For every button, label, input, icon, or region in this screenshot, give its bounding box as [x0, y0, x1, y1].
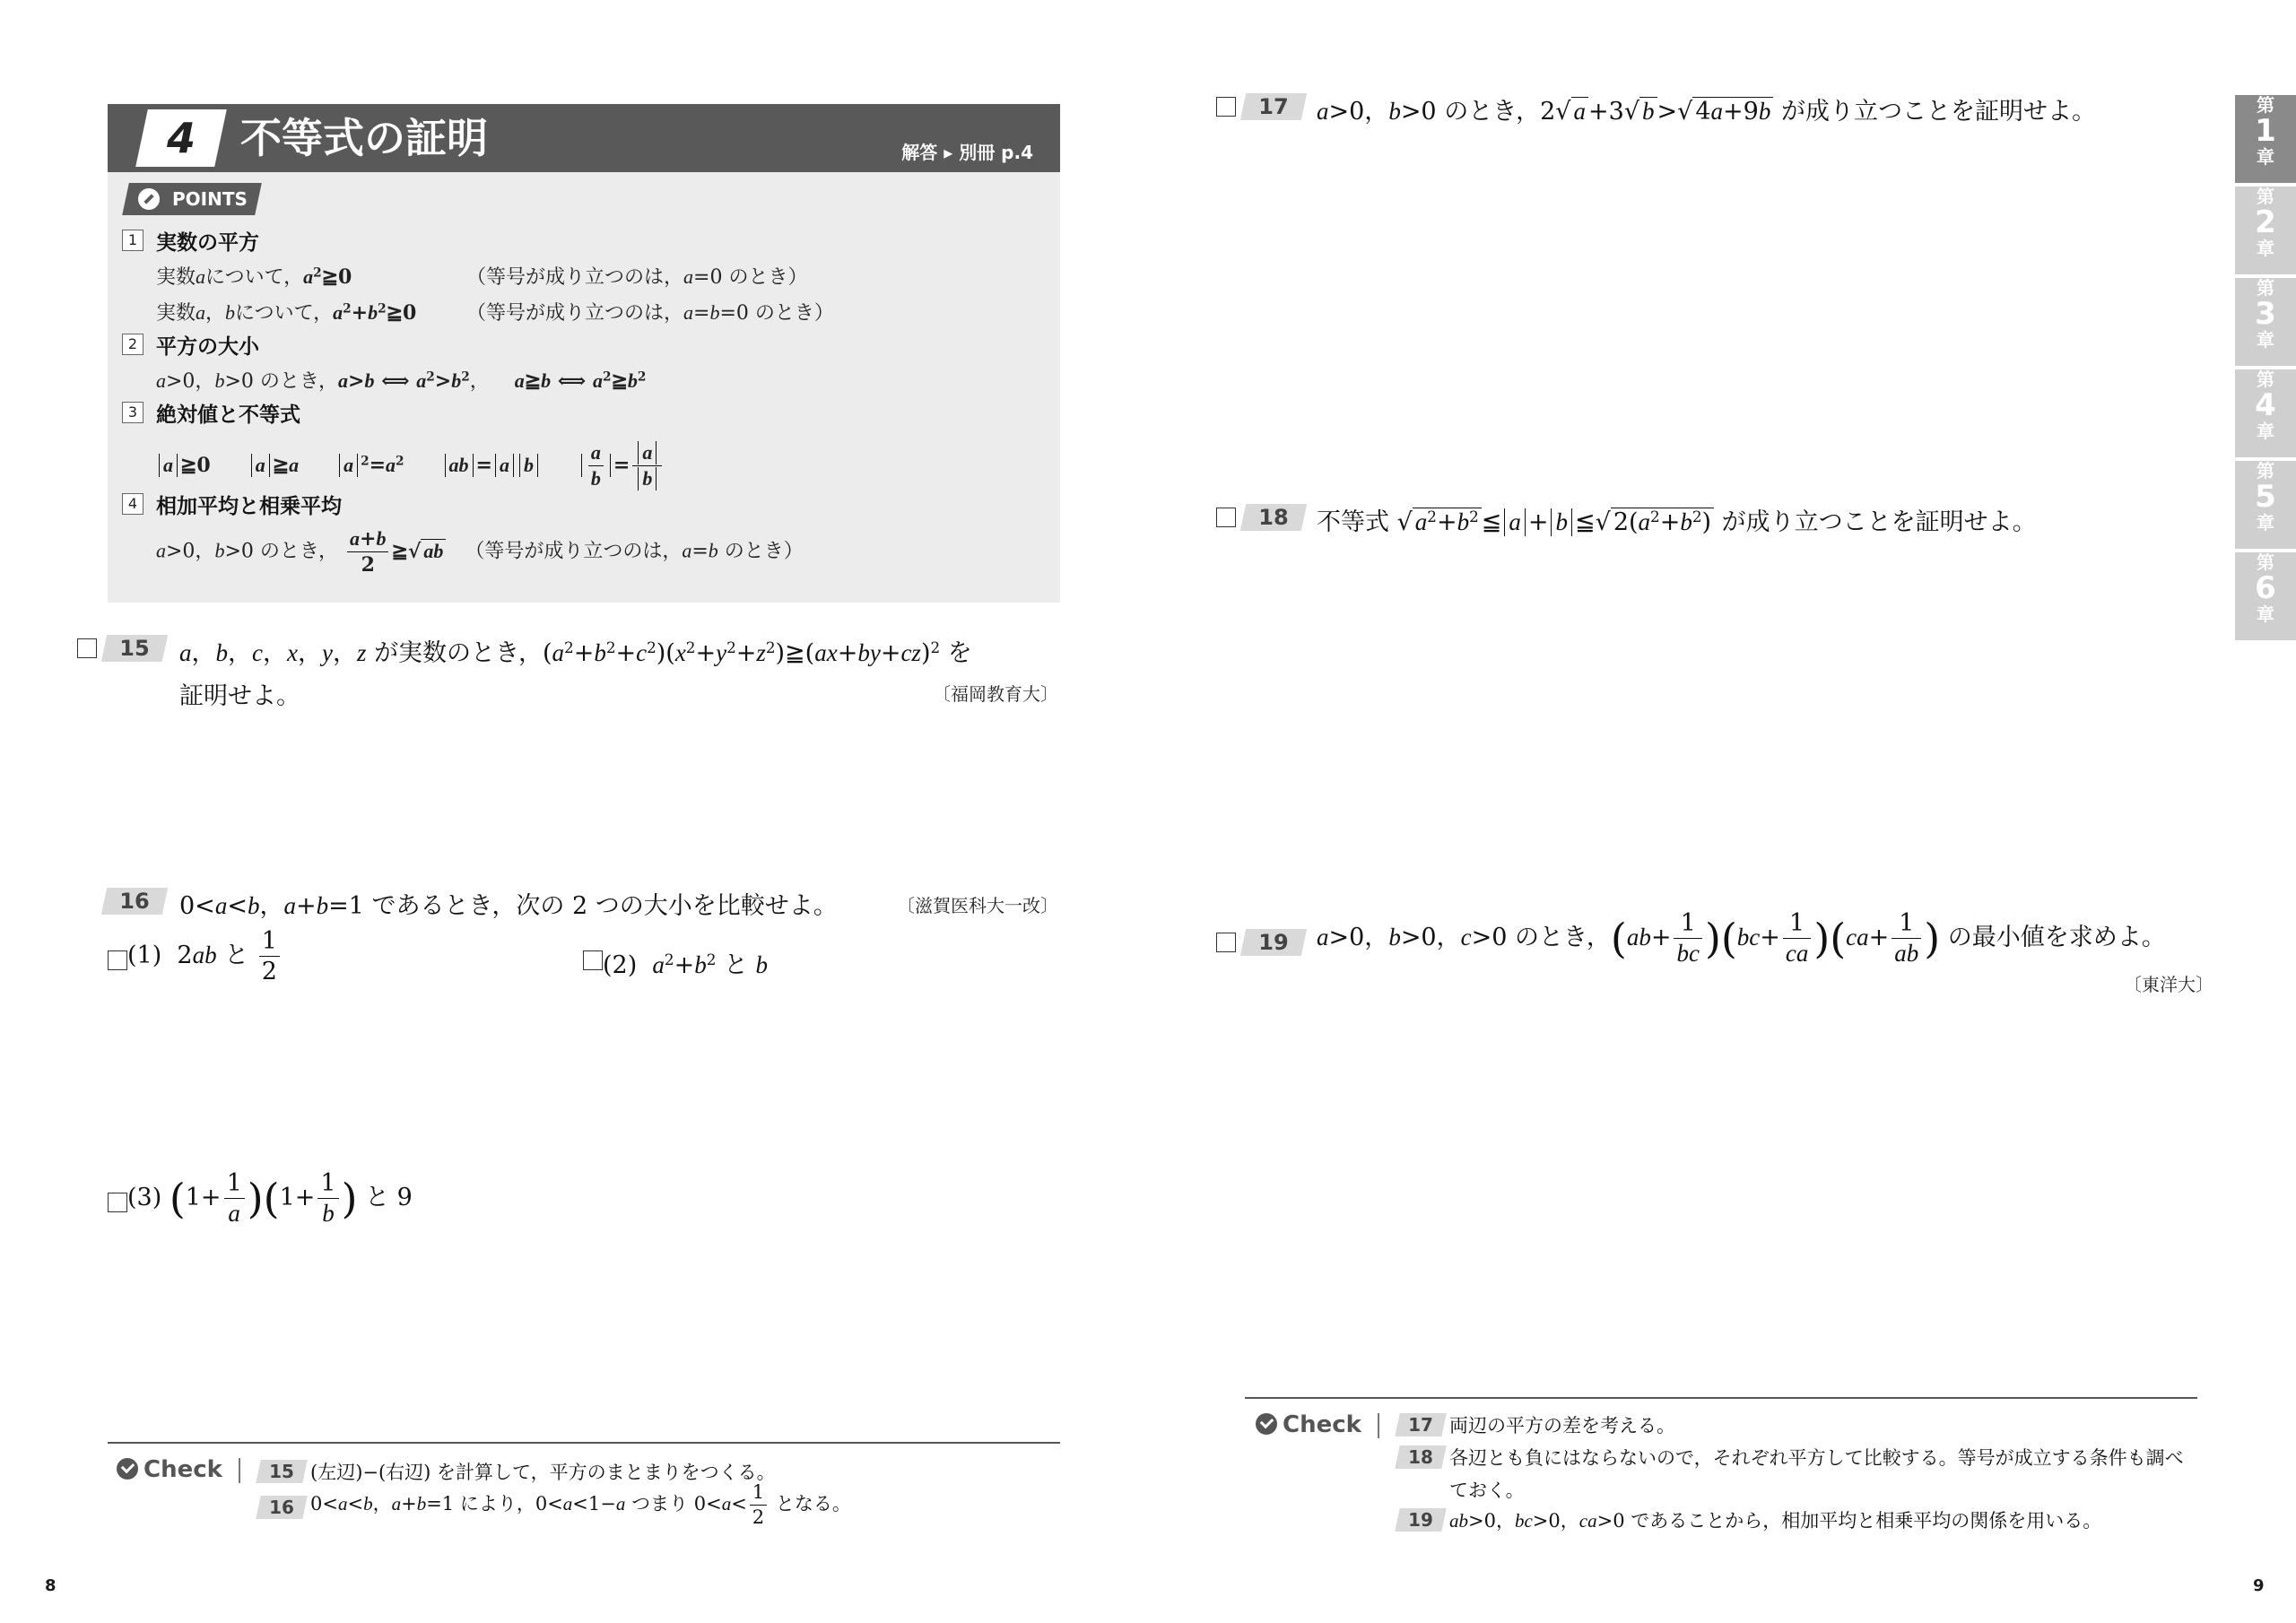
point4-line: a>0，b>0 のとき， $\frac{a+b}{2}$ ≧√ ab （等号が成り立つのは，a=b のとき）: [156, 527, 804, 577]
point1-line2: 実数a，bについて，$a^2+b^2≧0$: [156, 301, 417, 325]
check-circle-icon: [1256, 1413, 1277, 1435]
subproblem-checkbox-16-1[interactable]: [108, 950, 127, 970]
check-label-right: Check: [1256, 1411, 1361, 1438]
problem-15-source: 〔福岡教育大〕: [933, 683, 1058, 705]
pencil-icon: [138, 188, 160, 210]
section-number-badge: [135, 109, 227, 167]
subproblem-checkbox-16-3[interactable]: [108, 1193, 127, 1212]
section-header: [108, 104, 1060, 172]
problem-number-17: 17: [1240, 93, 1307, 120]
check-number: 18: [1395, 1445, 1447, 1469]
problem-15-text-line2: 証明せよ。: [179, 682, 300, 710]
chapter-tab-2[interactable]: 第 2 章: [2235, 187, 2296, 274]
check-label-left: Check: [117, 1456, 222, 1483]
section-number: 4: [166, 114, 196, 162]
problem-16-text: 0<a<b，a+b=1 であるとき，次の 2 つの大小を比較せよ。: [179, 892, 838, 920]
check-number: 15: [256, 1460, 308, 1483]
check-divider-left: [108, 1442, 1060, 1444]
section-title: 不等式の証明: [240, 114, 488, 162]
point-title: 実数の平方: [156, 231, 259, 255]
problem-16-source: 〔滋賀医科大一改〕: [897, 895, 1058, 916]
chapter-tab-6[interactable]: 第 6 章: [2235, 552, 2296, 640]
point-number: 3: [122, 402, 144, 423]
problem-19-text: a>0，b>0，c>0 のとき，(ab+ $\frac{1}{bc}$ )(bc+ $\frac{1}{ca}$ )(ca+ $\frac{1}{ab}$ ) の最小値を求めよ。: [1317, 909, 2166, 967]
check-text-18: 各辺とも負にはならないので，それぞれ平方して比較する。等号が成立する条件も調べ: [1449, 1447, 2184, 1469]
chapter-tab-5[interactable]: 第 5 章: [2235, 461, 2296, 549]
page-number-right: 9: [2253, 1576, 2265, 1595]
point-title: 相加平均と相乗平均: [156, 495, 342, 518]
check-text-18-line2: ておく。: [1449, 1480, 1525, 1501]
check-number: 19: [1395, 1508, 1447, 1532]
check-separator: [1378, 1413, 1379, 1438]
point2-line: a>0，b>0 のとき，a>b ⟺ $a^2>b^2$， a≧b ⟺ $a^2≧b^2$: [156, 369, 647, 393]
points-label: POINTS: [172, 188, 248, 210]
check-separator: [239, 1458, 240, 1483]
point-number: 1: [122, 230, 144, 251]
problem-18-text: 不等式 √ $a^2+b^2$ ≦ a + b ≦√ $2(a^2+b^2)$ が成り立つことを証明せよ。: [1317, 507, 2037, 536]
chapter-tab-3[interactable]: 第 3 章: [2235, 278, 2296, 366]
subproblem-16-3: (3) (1+ $\frac{1}{a}$ )(1+ $\frac{1}{b}$ ) と 9: [127, 1169, 413, 1227]
problem-number-19: 19: [1240, 929, 1307, 956]
point1-line1: 実数aについて，$a^2≧0$: [156, 265, 352, 289]
check-text-16: 0<a<b，a+b=1 により，0<a<1−a つまり 0<a< $\frac{1}{2}$ となる。: [310, 1481, 851, 1528]
page-number-left: 8: [45, 1576, 57, 1595]
point-title: 平方の大小: [156, 335, 259, 359]
answer-reference: 解答 ▸ 別冊 p.4: [901, 142, 1033, 163]
point-number: 2: [122, 334, 144, 355]
point1-note2: （等号が成り立つのは，a=b=0 のとき）: [466, 301, 834, 325]
problem-number-18: 18: [1240, 504, 1307, 531]
problem-number-16: 16: [101, 888, 168, 915]
check-divider-right: [1245, 1397, 2197, 1399]
problem-checkbox-15[interactable]: [77, 638, 97, 658]
problem-checkbox-17[interactable]: [1216, 97, 1236, 117]
check-number: 17: [1395, 1413, 1447, 1436]
point-number: 4: [122, 493, 144, 515]
check-text-17: 両辺の平方の差を考える。: [1449, 1415, 1675, 1436]
subproblem-16-2: (2) $a^2+b^2$ と b: [603, 950, 769, 979]
problem-number-15: 15: [101, 635, 168, 662]
point1-note1: （等号が成り立つのは，a=0 のとき）: [466, 265, 808, 289]
check-number: 16: [256, 1496, 308, 1519]
points-box: [108, 172, 1060, 603]
subproblem-checkbox-16-2[interactable]: [583, 950, 603, 970]
problem-19-source: 〔東洋大〕: [2124, 974, 2213, 995]
check-circle-icon: [117, 1458, 138, 1480]
points-label-badge: [122, 183, 262, 215]
check-text-19: ab>0，bc>0，ca>0 であることから，相加平均と相乗平均の関係を用いる。: [1449, 1510, 2102, 1532]
subproblem-16-1: (1) 2ab と $\frac{1}{2}$: [127, 929, 283, 984]
problem-checkbox-18[interactable]: [1216, 508, 1236, 527]
problem-checkbox-19[interactable]: [1216, 933, 1236, 952]
problem-17-text: a>0，b>0 のとき，2√ a +3√ b >√ 4a+9b が成り立つことを証明せよ。: [1317, 98, 2096, 126]
point-title: 絶対値と不等式: [156, 404, 300, 427]
problem-15-text: a，b，c，x，y，z が実数のとき，$(a^2+b^2+c^2)(x^2+y^2+z^2)≧(ax+by+cz)^2$ を: [179, 638, 972, 667]
chapter-tab-4[interactable]: 第 4 章: [2235, 369, 2296, 457]
point3-line: a ≧0 a ≧a a $^2=a^2$ ab = a b $\frac{a}{b}$ = $\frac{a}{b}$: [156, 443, 665, 489]
check-text-15: (左辺)−(右辺) を計算して，平方のまとまりをつくる。: [310, 1462, 776, 1483]
chapter-tab-1[interactable]: 第 1 章: [2235, 95, 2296, 183]
